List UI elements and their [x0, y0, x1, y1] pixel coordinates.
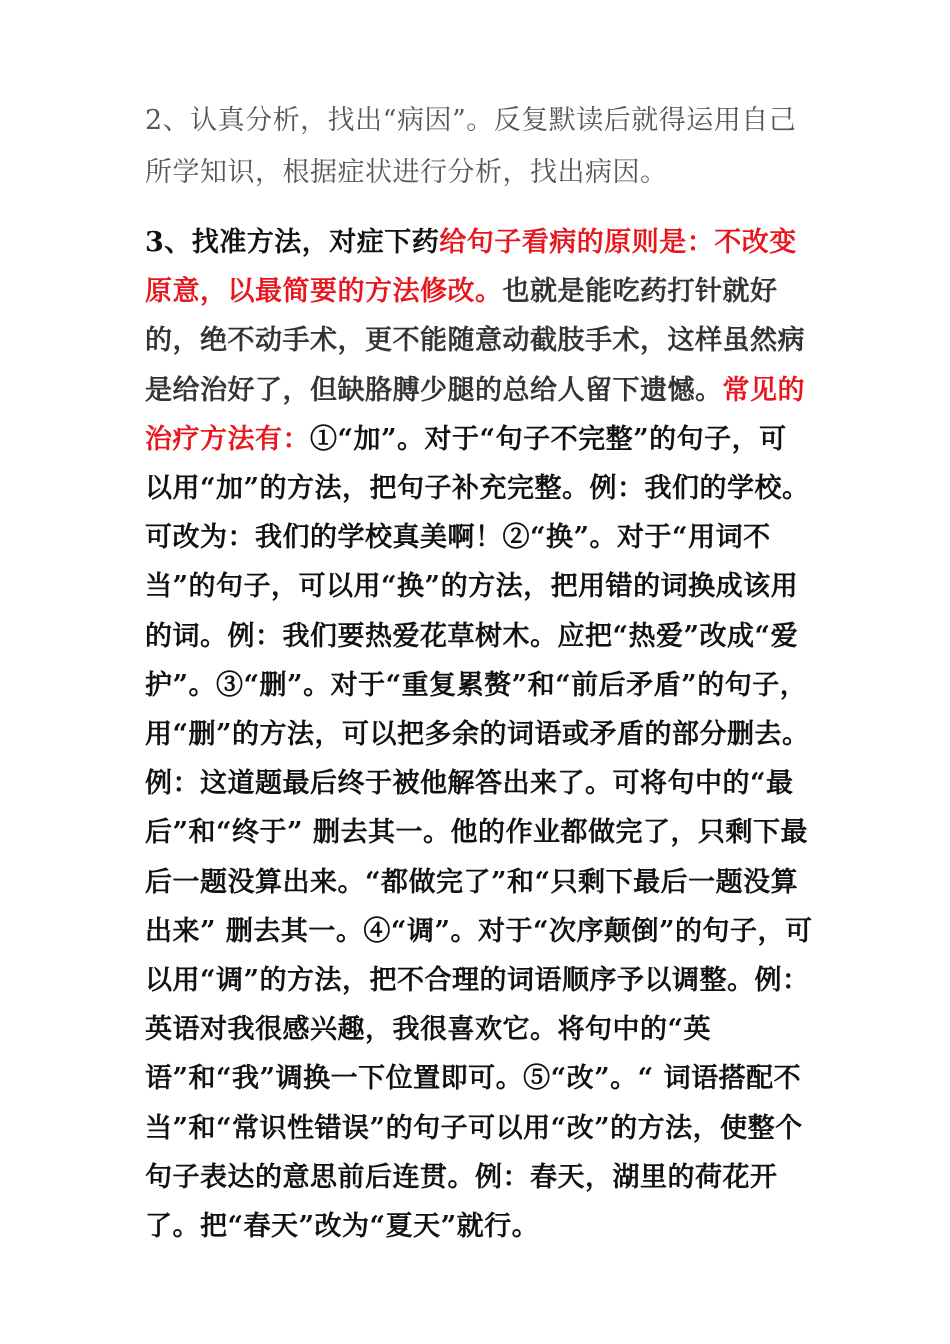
section-heading: 3、找准方法，对症下药: [145, 227, 440, 258]
paragraph-analyze-cause: 2、认真分析，找出“病因”。反复默读后就得运用自己所学知识，根据症状进行分析，找出病因。: [145, 105, 797, 188]
methods-list-text: ①“加”。对于“句子不完整”的句子，可以用“加”的方法，把句子补充完整。例：我们的学校。可改为：我们的学校真美啊！②“换”。对于“用词不当”的句子，可以用“换”的方法，把用错的词换成该用的词。例：我们要热爱花草树木。应把“热爱”改成“爱护”。③“删”。对于“重复累赘”和“前后矛盾”的句子，用“删”的方法，可以把多余的词语或矛盾的部分删去。例：这道题最后终于被他解答出来了。可将句中的“最后”和“终于” 删去其一。他的作业都做完了，只剩下最后一题没算出来。“都做完了”和“只剩下最后一题没算出来” 删去其一。④“调”。对于“次序颠倒”的句子，可以用“调”的方法，把不合理的词语顺序予以调整。例：英语对我很感兴趣，我很喜欢它。将句中的“英语”和“我”调换一下位置即可。⑤“改”。“ 词语搭配不当”和“常识性错误”的句子可以用“改”的方法，使整个句子表达的意思前后连贯。例：春天，湖里的荷花开了。把“春天”改为“夏天”就行。: [145, 423, 813, 1243]
principle-highlight: 给句子看病的原则是：不改变原意，以最简要的方法修改。: [145, 227, 797, 308]
methods-intro-highlight: 常见的治疗方法有：: [145, 374, 805, 455]
principle-explanation: 也就是能吃药打针就好的，绝不动手术，更不能随意动截肢手术，这样虽然病是给治好了，但缺胳膊少腿的总给人留下遗憾。: [145, 276, 805, 406]
paragraph-find-method: [145, 218, 813, 1251]
